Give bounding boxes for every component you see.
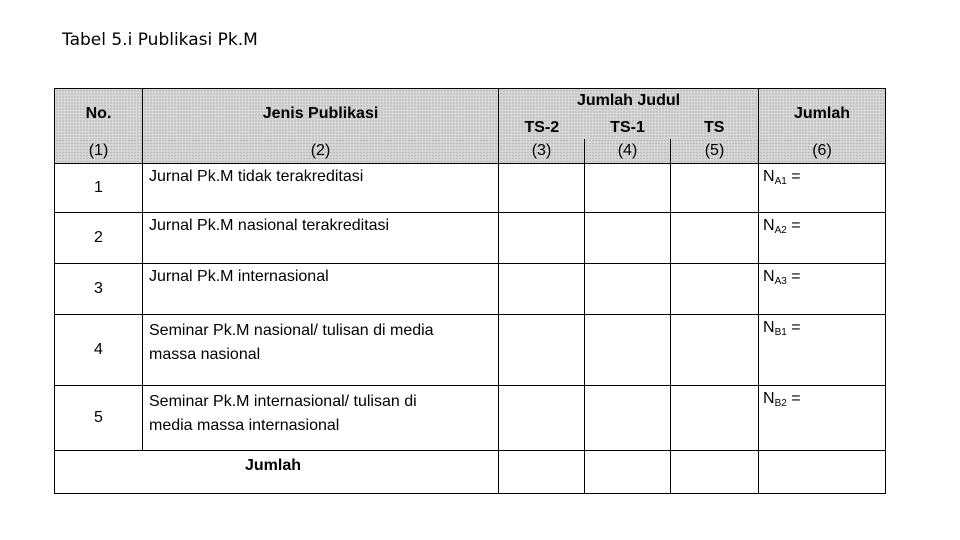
total-row: [55, 451, 886, 494]
row-number: 1: [55, 164, 143, 213]
cell-ts[interactable]: [671, 315, 759, 386]
n-label: N: [763, 168, 775, 185]
n-label: N: [763, 268, 775, 285]
cell-ts-2[interactable]: [499, 164, 585, 213]
total-jumlah[interactable]: [759, 451, 886, 494]
cell-ts[interactable]: [671, 213, 759, 264]
row-jenis-line-2: massa nasional: [149, 346, 261, 363]
row-number: 4: [55, 315, 143, 386]
n-equals: =: [786, 268, 801, 285]
header-no: No.: [55, 89, 143, 140]
header-row: [55, 89, 886, 140]
row-number: 3: [55, 264, 143, 315]
col-number-1: (1): [55, 139, 143, 164]
total-label: Jumlah: [55, 451, 499, 494]
table-row: [55, 164, 886, 213]
cell-ts-2[interactable]: [499, 213, 585, 264]
row-jenis-publikasi: [143, 315, 499, 386]
row-jenis-line-1: Seminar Pk.M nasional/ tulisan di media: [149, 322, 434, 339]
n-equals: =: [786, 319, 801, 336]
cell-ts-2[interactable]: [499, 386, 585, 451]
cell-jumlah[interactable]: [759, 386, 886, 451]
publikasi-table: [54, 88, 886, 494]
n-equals: =: [786, 390, 801, 407]
table-row: [55, 386, 886, 451]
total-ts-2[interactable]: [499, 451, 585, 494]
row-jenis-line-1: Seminar Pk.M internasional/ tulisan di: [149, 393, 417, 410]
header-ts-1: TS-1: [610, 119, 645, 136]
row-number: 5: [55, 386, 143, 451]
row-jenis-publikasi: [143, 386, 499, 451]
header-jumlah-judul: [499, 89, 759, 140]
n-label: N: [763, 217, 775, 234]
total-ts[interactable]: [671, 451, 759, 494]
table-caption: Tabel 5.i Publikasi Pk.M: [62, 30, 258, 50]
col-number-4: (4): [585, 139, 671, 164]
cell-ts-1[interactable]: [585, 213, 671, 264]
n-equals: =: [786, 217, 801, 234]
cell-ts-2[interactable]: [499, 264, 585, 315]
col-number-2: (2): [143, 139, 499, 164]
row-number: 2: [55, 213, 143, 264]
n-label: N: [763, 319, 775, 336]
cell-jumlah[interactable]: [759, 164, 886, 213]
table-row: [55, 315, 886, 386]
row-jenis-publikasi: Jurnal Pk.M tidak terakreditasi: [143, 164, 499, 213]
cell-ts[interactable]: [671, 264, 759, 315]
header-jumlah-judul-label: Jumlah Judul: [576, 92, 681, 109]
header-jenis-publikasi: Jenis Publikasi: [143, 89, 499, 140]
col-number-3: (3): [499, 139, 585, 164]
cell-ts-2[interactable]: [499, 315, 585, 386]
n-label: N: [763, 390, 775, 407]
n-subscript: B1: [774, 327, 787, 338]
row-jenis-publikasi: Jurnal Pk.M internasional: [143, 264, 499, 315]
col-number-5: (5): [671, 139, 759, 164]
cell-ts[interactable]: [671, 386, 759, 451]
n-equals: =: [786, 168, 801, 185]
n-subscript: A3: [774, 276, 787, 287]
header-jumlah: Jumlah: [759, 89, 886, 140]
n-subscript: A1: [774, 176, 787, 187]
cell-jumlah[interactable]: [759, 315, 886, 386]
row-jenis-line-2: media massa internasional: [149, 417, 340, 434]
table-row: [55, 264, 886, 315]
n-subscript: B2: [774, 398, 787, 409]
header-ts-2: TS-2: [524, 119, 560, 136]
table-row: [55, 213, 886, 264]
col-number-6: (6): [759, 139, 886, 164]
row-jenis-publikasi: Jurnal Pk.M nasional terakreditasi: [143, 213, 499, 264]
cell-ts-1[interactable]: [585, 386, 671, 451]
cell-ts-1[interactable]: [585, 315, 671, 386]
header-ts: TS: [703, 119, 725, 136]
n-subscript: A2: [774, 225, 787, 236]
total-ts-1[interactable]: [585, 451, 671, 494]
cell-ts-1[interactable]: [585, 164, 671, 213]
cell-jumlah[interactable]: [759, 264, 886, 315]
column-number-row: [55, 139, 886, 164]
cell-ts[interactable]: [671, 164, 759, 213]
cell-jumlah[interactable]: [759, 213, 886, 264]
cell-ts-1[interactable]: [585, 264, 671, 315]
